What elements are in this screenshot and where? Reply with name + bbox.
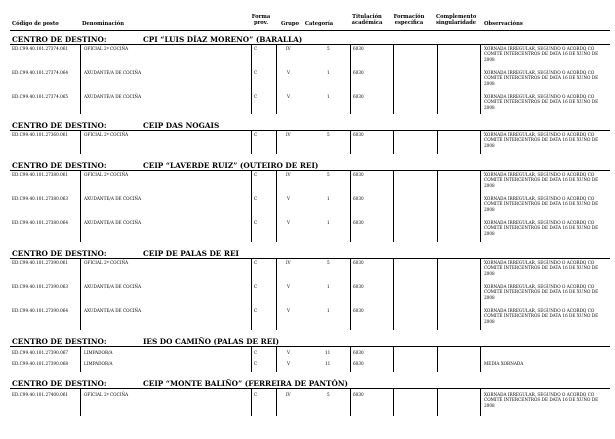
row-denominacion: OFICIAL 2ª COCIÑA xyxy=(84,260,129,265)
row-observaciones: XORNADA IRREGULAR, SEGUNDO O ACORDO CO COMITÉ INTERCENTROS DE DATA 16 DE XUÑO DE 2008 xyxy=(484,196,599,212)
column-rule xyxy=(251,44,252,114)
row-titulacion: 6030 xyxy=(353,392,364,397)
column-rule xyxy=(480,130,481,154)
column-rule xyxy=(276,170,277,242)
row-denominacion: LIMPADOR/A xyxy=(84,361,113,366)
column-rule xyxy=(437,258,438,330)
row-categoria: 1 xyxy=(327,220,330,225)
row-grupo: IV xyxy=(286,46,291,51)
section-rule xyxy=(10,44,610,45)
column-rule xyxy=(350,130,351,154)
column-rule xyxy=(350,44,351,114)
row-titulacion: 6030 xyxy=(353,260,364,265)
column-rule xyxy=(276,388,277,416)
section-rule xyxy=(10,130,610,131)
header-formacion: Formación específica xyxy=(393,14,425,26)
column-rule xyxy=(393,346,394,372)
row-categoria: 5 xyxy=(327,46,330,51)
row-categoria: 5 xyxy=(327,392,330,397)
column-rule xyxy=(251,346,252,372)
row-code: ED.C99.40.101.27390.067 xyxy=(12,350,69,355)
column-rule xyxy=(350,388,351,416)
row-forma: C xyxy=(254,132,258,137)
row-categoria: 1 xyxy=(327,308,330,313)
row-categoria: 11 xyxy=(325,361,331,366)
row-titulacion: 6030 xyxy=(353,361,364,366)
row-code: ED.C99.40.101.27390.068 xyxy=(12,361,69,366)
column-rule xyxy=(350,258,351,330)
row-grupo: IV xyxy=(286,132,291,137)
row-categoria: 1 xyxy=(327,94,330,99)
column-rule xyxy=(393,170,394,242)
column-rule xyxy=(276,346,277,372)
column-rule xyxy=(480,258,481,330)
row-titulacion: 6030 xyxy=(353,196,364,201)
row-observaciones: XORNADA IRREGULAR, SEGUNDO O ACORDO CO COMITÉ INTERCENTROS DE DATA 16 DE XUÑO DE 2008 xyxy=(484,70,599,86)
section-rule xyxy=(10,346,610,347)
row-categoria: 5 xyxy=(327,172,330,177)
row-code: ED.C99.40.101.27400.061 xyxy=(12,392,69,397)
column-rule xyxy=(80,388,81,416)
column-rule xyxy=(437,388,438,416)
column-rule xyxy=(350,346,351,372)
column-rule xyxy=(276,258,277,330)
row-observaciones: XORNADA IRREGULAR, SEGUNDO O ACORDO CO COMITÉ INTERCENTROS DE DATA 16 DE XUÑO DE 2008 xyxy=(484,220,599,236)
row-titulacion: 6030 xyxy=(353,172,364,177)
column-rule xyxy=(80,346,81,372)
column-rule xyxy=(276,130,277,154)
section-rule xyxy=(10,388,610,389)
row-code: ED.C99.40.101.27360.061 xyxy=(12,132,69,137)
row-titulacion: 6030 xyxy=(353,70,364,75)
row-denominacion: AXUDANTE/A DE COCIÑA xyxy=(84,94,142,99)
row-denominacion: AXUDANTE/A DE COCIÑA xyxy=(84,220,142,225)
row-titulacion: 6030 xyxy=(353,132,364,137)
row-categoria: 1 xyxy=(327,70,330,75)
row-grupo: V xyxy=(287,350,291,355)
center-label: CENTRO DE DESTINO: xyxy=(12,161,107,170)
column-rule xyxy=(276,44,277,114)
column-rule xyxy=(437,346,438,372)
row-denominacion: AXUDANTE/A DE COCIÑA xyxy=(84,196,142,201)
row-observaciones: XORNADA IRREGULAR, SEGUNDO O ACORDO CO COMITÉ INTERCENTROS DE DATA 16 DE XUÑO DE 2008 xyxy=(484,172,599,188)
column-rule xyxy=(80,258,81,330)
row-forma: C xyxy=(254,361,258,366)
column-rule xyxy=(437,44,438,114)
center-name: CEIP “MONTE BALIÑO” (FERREIRA DE PANTÓN) xyxy=(143,379,348,388)
row-denominacion: OFICIAL 2ª COCIÑA xyxy=(84,392,129,397)
header-categoria: Categoría xyxy=(304,21,334,27)
row-code: ED.C99.40.101.27374.061 xyxy=(12,46,69,51)
row-titulacion: 6030 xyxy=(353,284,364,289)
header-titulacion: Titulación académica xyxy=(351,14,383,26)
row-forma: C xyxy=(254,392,258,397)
section-rule xyxy=(10,258,610,259)
row-categoria: 1 xyxy=(327,284,330,289)
center-label: CENTRO DE DESTINO: xyxy=(12,379,107,388)
column-rule xyxy=(393,44,394,114)
row-categoria: 5 xyxy=(327,132,330,137)
column-rule xyxy=(437,130,438,154)
center-label: CENTRO DE DESTINO: xyxy=(12,337,107,346)
column-rule xyxy=(393,388,394,416)
row-observaciones: XORNADA IRREGULAR, SEGUNDO O ACORDO CO COMITÉ INTERCENTROS DE DATA 16 DE XUÑO DE 2008 xyxy=(484,308,599,324)
row-forma: C xyxy=(254,260,258,265)
row-titulacion: 6030 xyxy=(353,308,364,313)
column-rule xyxy=(480,388,481,416)
row-titulacion: 6030 xyxy=(353,220,364,225)
row-grupo: IV xyxy=(286,392,291,397)
row-grupo: V xyxy=(287,196,291,201)
row-code: ED.C99.40.101.27374.064 xyxy=(12,70,69,75)
header-observaciones: Observacións xyxy=(484,21,523,27)
row-denominacion: AXUDANTE/A DE COCIÑA xyxy=(84,308,142,313)
section-rule xyxy=(10,170,610,171)
row-forma: C xyxy=(254,70,258,75)
header-complemento: Complemento singularidade xyxy=(436,14,477,26)
column-rule xyxy=(350,170,351,242)
center-name: CEIP DE PALAS DE REI xyxy=(143,249,239,258)
row-code: ED.C99.40.101.27390.061 xyxy=(12,260,69,265)
row-titulacion: 6030 xyxy=(353,46,364,51)
row-forma: C xyxy=(254,220,258,225)
row-grupo: V xyxy=(287,220,291,225)
column-rule xyxy=(251,170,252,242)
row-categoria: 1 xyxy=(327,196,330,201)
column-rule xyxy=(80,130,81,154)
row-code: ED.C99.40.101.27380.064 xyxy=(12,220,69,225)
row-observaciones: XORNADA IRREGULAR, SEGUNDO O ACORDO CO COMITÉ INTERCENTROS DE DATA 16 DE XUÑO DE 2008 xyxy=(484,46,599,62)
row-grupo: V xyxy=(287,308,291,313)
header-grupo: Grupo xyxy=(280,21,300,27)
header-name: Denominación xyxy=(82,21,124,27)
column-rule xyxy=(80,170,81,242)
center-name: CPI “LUIS DÍAZ MORENO” (BARALLA) xyxy=(143,35,303,44)
row-forma: C xyxy=(254,172,258,177)
column-rule xyxy=(251,258,252,330)
row-grupo: IV xyxy=(286,260,291,265)
row-observaciones: MEDIA XORNADA xyxy=(484,361,524,366)
row-grupo: IV xyxy=(286,172,291,177)
header-forma: Forma prov. xyxy=(251,14,271,26)
row-forma: C xyxy=(254,308,258,313)
row-categoria: 11 xyxy=(325,350,331,355)
header-code: Código de posto xyxy=(12,21,59,27)
row-forma: C xyxy=(254,46,258,51)
row-denominacion: OFICIAL 2ª COCIÑA xyxy=(84,172,129,177)
row-forma: C xyxy=(254,196,258,201)
row-observaciones: XORNADA IRREGULAR, SEGUNDO O ACORDO CO COMITÉ INTERCENTROS DE DATA 16 DE XUÑO DE 2008 xyxy=(484,392,599,408)
row-forma: C xyxy=(254,284,258,289)
row-observaciones: XORNADA IRREGULAR, SEGUNDO O ACORDO CO COMITÉ INTERCENTROS DE DATA 16 DE XUÑO DE 2008 xyxy=(484,94,599,110)
column-rule xyxy=(480,44,481,114)
row-code: ED.C99.40.101.27374.065 xyxy=(12,94,69,99)
row-titulacion: 6030 xyxy=(353,350,364,355)
column-rule xyxy=(80,44,81,114)
center-label: CENTRO DE DESTINO: xyxy=(12,35,107,44)
center-name: CEIP DAS NOGAIS xyxy=(143,121,220,130)
column-rule xyxy=(251,130,252,154)
row-denominacion: AXUDANTE/A DE COCIÑA xyxy=(84,284,142,289)
column-rule xyxy=(480,170,481,242)
center-label: CENTRO DE DESTINO: xyxy=(12,121,107,130)
row-denominacion: AXUDANTE/A DE COCIÑA xyxy=(84,70,142,75)
row-forma: C xyxy=(254,350,258,355)
row-code: ED.C99.40.101.27390.064 xyxy=(12,308,69,313)
row-code: ED.C99.40.101.27380.061 xyxy=(12,172,69,177)
center-name: CEIP “LAVERDE RUIZ” (OUTEIRO DE REI) xyxy=(143,161,319,170)
row-grupo: V xyxy=(287,361,291,366)
row-grupo: V xyxy=(287,70,291,75)
row-categoria: 5 xyxy=(327,260,330,265)
row-observaciones: XORNADA IRREGULAR, SEGUNDO O ACORDO CO COMITÉ INTERCENTROS DE DATA 16 DE XUÑO DE 2008 xyxy=(484,284,599,300)
center-label: CENTRO DE DESTINO: xyxy=(12,249,107,258)
row-observaciones: XORNADA IRREGULAR, SEGUNDO O ACORDO CO COMITÉ INTERCENTROS DE DATA 16 DE XUÑO DE 2008 xyxy=(484,260,599,276)
row-denominacion: OFICIAL 2ª COCIÑA xyxy=(84,132,129,137)
row-grupo: V xyxy=(287,94,291,99)
column-rule xyxy=(437,170,438,242)
column-rule xyxy=(251,388,252,416)
column-rule xyxy=(480,346,481,372)
column-rule xyxy=(393,258,394,330)
row-forma: C xyxy=(254,94,258,99)
row-titulacion: 6030 xyxy=(353,94,364,99)
column-rule xyxy=(393,130,394,154)
row-grupo: V xyxy=(287,284,291,289)
row-observaciones: XORNADA IRREGULAR, SEGUNDO O ACORDO CO COMITÉ INTERCENTROS DE DATA 16 DE XUÑO DE 2008 xyxy=(484,132,599,148)
header-rule xyxy=(10,30,610,31)
center-name: IES DO CAMIÑO (PALAS DE REI) xyxy=(143,337,280,346)
row-code: ED.C99.40.101.27380.063 xyxy=(12,196,69,201)
row-code: ED.C99.40.101.27390.063 xyxy=(12,284,69,289)
row-denominacion: OFICIAL 2ª COCIÑA xyxy=(84,46,129,51)
row-denominacion: LIMPADOR/A xyxy=(84,350,113,355)
